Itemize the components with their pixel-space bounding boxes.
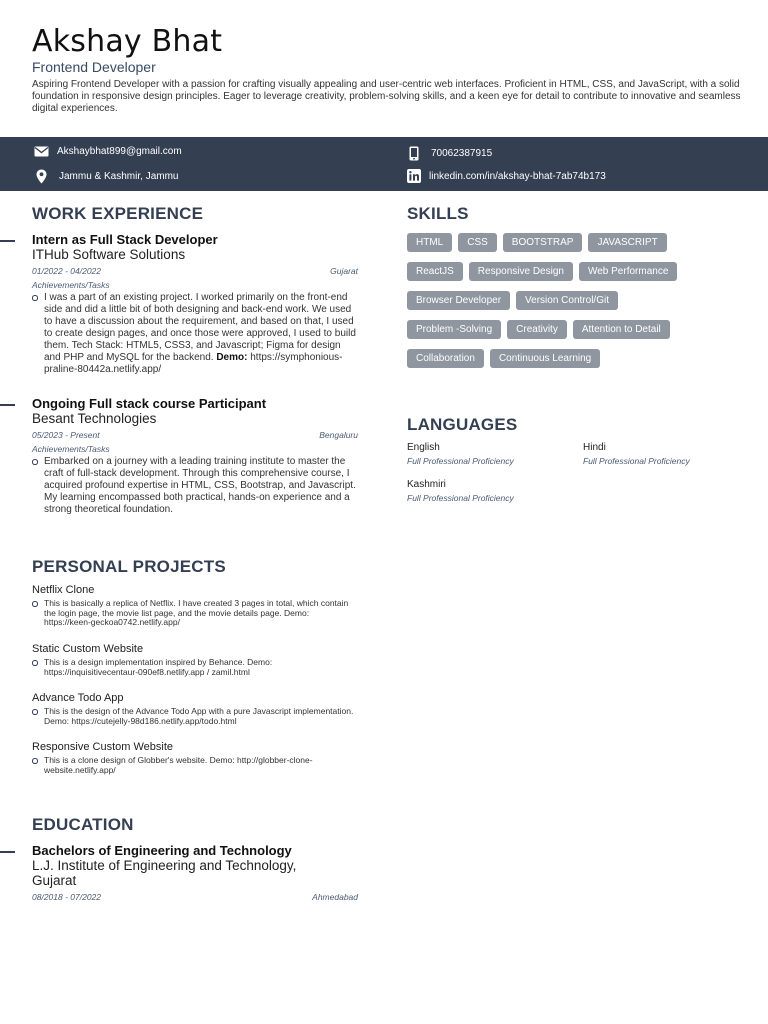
skill-tag: Browser Developer — [407, 291, 510, 310]
job-company: ITHub Software Solutions — [32, 247, 186, 262]
project-title: Advance Todo App — [32, 692, 124, 704]
skill-tag: HTML — [407, 233, 452, 252]
education-location: Ahmedabad — [312, 892, 358, 902]
location-icon — [36, 169, 47, 184]
language-level: Full Professional Proficiency — [407, 456, 514, 466]
job-bullet — [32, 292, 358, 376]
work-experience-heading: WORK EXPERIENCE — [32, 204, 204, 223]
linkedin-icon — [407, 169, 421, 183]
skill-tag: Problem -Solving — [407, 320, 501, 339]
phone-icon — [409, 146, 419, 161]
skill-tag: Continuous Learning — [490, 349, 600, 368]
contact-linkedin[interactable] — [407, 169, 606, 183]
contact-email[interactable] — [34, 146, 182, 157]
location-text: Jammu & Kashmir, Jammu — [59, 171, 179, 182]
education-heading: EDUCATION — [32, 815, 134, 834]
demo-label: Demo: — [216, 352, 248, 363]
language-level: Full Professional Proficiency — [583, 456, 690, 466]
job-title: Ongoing Full stack course Participant — [32, 396, 267, 411]
job-company: Besant Technologies — [32, 411, 157, 426]
skill-tag: Attention to Detail — [573, 320, 670, 339]
project-desc: This is a clone design of Globber's website. Demo: http://globber-clone-website.netlify.app/ — [32, 756, 358, 775]
language-name: Kashmiri — [407, 479, 446, 490]
language-name: Hindi — [583, 442, 606, 453]
job-bullet-text: I was a part of an existing project. I worked primarily on the front-end side and did a little bit of both designing and back-end work. We used to have a discussion about the requirement, and based on that, I used to create design pages, and once those were approved, I used to build them. Tech Stack: HTML5, CSS3, and Javascript; Figma for design and PHP and MySQL for the backend. — [44, 292, 356, 363]
languages-heading: LANGUAGES — [407, 415, 518, 434]
entry-marker — [0, 404, 15, 406]
skill-tag: BOOTSTRAP — [503, 233, 583, 252]
candidate-role: Frontend Developer — [32, 59, 156, 75]
skill-tag: Version Control/Git — [516, 291, 618, 310]
entry-marker — [0, 240, 15, 242]
project-desc: This is the design of the Advance Todo App with a pure Javascript implementation. Demo: https://cutejelly-98d186.netlify.app/todo.html — [32, 707, 358, 726]
demo-link[interactable]: https://symphonious-praline-80442a.netlify.app/ — [44, 352, 343, 375]
skills-heading: SKILLS — [407, 204, 469, 223]
project-title: Static Custom Website — [32, 643, 144, 655]
skill-tag: Web Performance — [579, 262, 677, 281]
job-title: Intern as Full Stack Developer — [32, 232, 218, 247]
skill-tag: JAVASCRIPT — [588, 233, 666, 252]
education-meta — [32, 892, 358, 902]
job-bullet-text: Embarked on a journey with a leading training institute to master the craft of full-stack development. Through this comprehensive course, I acquired profound expertise in HTML, CSS, Bootstrap, and Javascript. My learning encompassed both practical, hands-on experience and a strong theoretical foundation. — [44, 456, 356, 515]
entry-marker — [0, 851, 15, 853]
personal-projects-heading: PERSONAL PROJECTS — [32, 557, 226, 576]
skill-tag: Creativity — [507, 320, 567, 339]
mail-icon — [34, 146, 49, 157]
job-subheading: Achievements/Tasks — [32, 280, 110, 290]
contact-location — [36, 169, 178, 184]
job-location: Bengaluru — [319, 430, 358, 440]
skills-list — [407, 233, 727, 378]
candidate-name: Akshay Bhat — [32, 24, 223, 59]
skill-row — [407, 262, 727, 281]
project-title: Netflix Clone — [32, 584, 95, 596]
project-desc: This is a design implementation inspired by Behance. Demo: https://inquisitivecentaur-090ef8.netlify.app / zamil.html — [32, 658, 358, 677]
skill-tag: Collaboration — [407, 349, 484, 368]
skill-row — [407, 349, 727, 368]
skill-row — [407, 291, 727, 310]
language-name: English — [407, 442, 440, 453]
job-bullet — [32, 456, 358, 516]
school-name: L.J. Institute of Engineering and Technology, Gujarat — [32, 858, 297, 888]
job-subheading: Achievements/Tasks — [32, 444, 110, 454]
job-location: Gujarat — [330, 266, 358, 276]
job-meta — [32, 266, 358, 276]
skill-tag: Responsive Design — [469, 262, 573, 281]
language-level: Full Professional Proficiency — [407, 493, 514, 503]
education-dates: 08/2018 - 07/2022 — [32, 892, 102, 902]
contact-bar — [0, 137, 768, 191]
skill-tag: ReactJS — [407, 262, 463, 281]
project-title: Responsive Custom Website — [32, 741, 174, 753]
job-dates: 05/2023 - Present — [32, 430, 100, 440]
phone-text: 70062387915 — [431, 148, 493, 159]
email-text: Akshaybhat899@gmail.com — [57, 146, 182, 157]
skill-row — [407, 320, 727, 339]
job-meta — [32, 430, 358, 440]
skill-tag: CSS — [458, 233, 497, 252]
degree-title: Bachelors of Engineering and Technology — [32, 843, 292, 858]
linkedin-text: linkedin.com/in/akshay-bhat-7ab74b173 — [429, 170, 606, 182]
project-desc: This is basically a replica of Netflix. I have created 3 pages in total, which contain the login page, the movie list page, and the movie details page. Demo: https://keen-geckoa0742.netlify.app/ — [32, 599, 358, 628]
profile-summary: Aspiring Frontend Developer with a passion for crafting visually appealing and user-centric web interfaces. Proficient in HTML, CSS, and JavaScript, with a solid foundation in responsive design principles. Eager to leverage creativity, problem-solving skills, and a keen eye for detail to contribute to innovative and seamless digital experiences. — [32, 79, 741, 114]
job-dates: 01/2022 - 04/2022 — [32, 266, 102, 276]
skill-row — [407, 233, 727, 252]
contact-phone[interactable] — [409, 146, 492, 161]
